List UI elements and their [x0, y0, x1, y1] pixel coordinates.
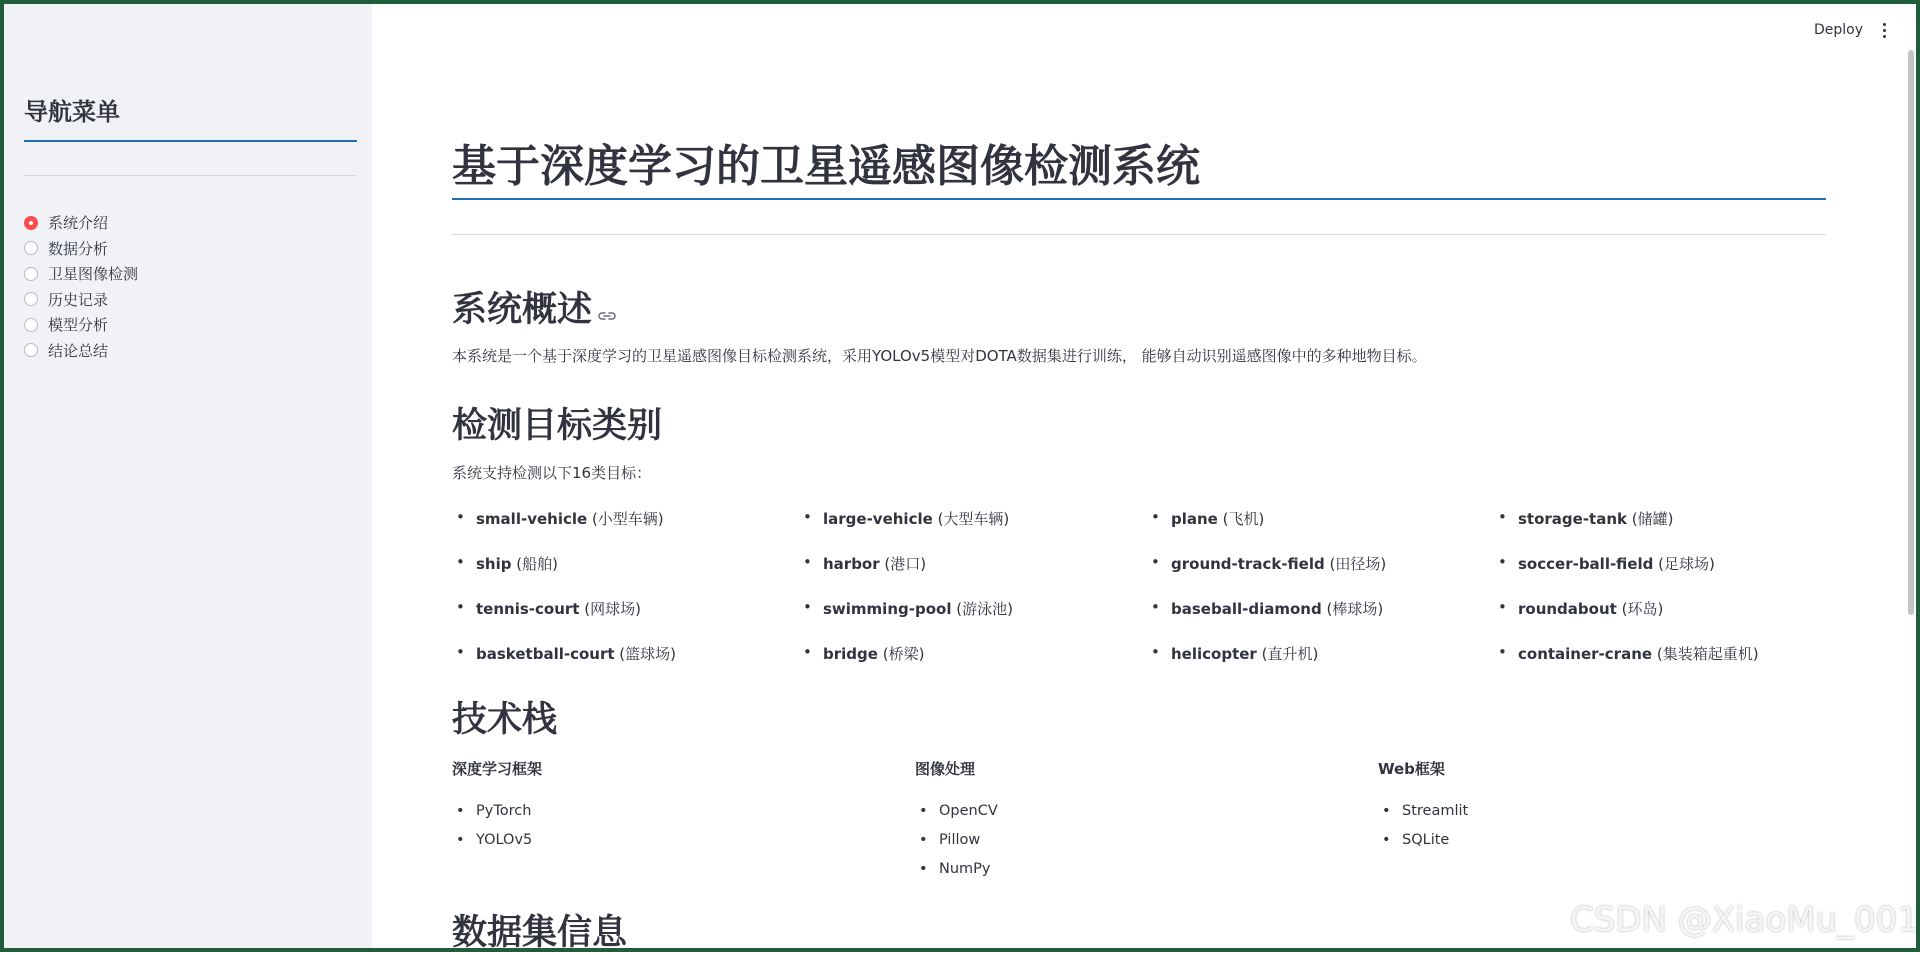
class-item: • roundabout (环岛) — [1518, 598, 1663, 619]
overview-text: 本系统是一个基于深度学习的卫星遥感图像目标检测系统，采用YOLOv5模型对DOTA数据集进行训练， 能够自动识别遥感图像中的多种地物目标。 — [452, 347, 1427, 365]
tech-heading: 技术栈 — [452, 700, 558, 740]
top-decoration-bar — [0, 0, 1920, 3]
nav-item-history[interactable] — [24, 287, 138, 313]
sidebar — [4, 0, 372, 952]
nav-item-label: 历史记录 — [48, 290, 109, 309]
tech-item: • PyTorch — [476, 797, 542, 826]
overview-heading-text: 系统概述 — [452, 290, 593, 330]
tech-item: • Pillow — [939, 826, 998, 855]
class-item: • tennis-court (网球场) — [476, 598, 641, 619]
sidebar-divider — [24, 175, 357, 176]
tech-item: • SQLite — [1402, 826, 1468, 855]
class-item: • container-crane (集装箱起重机) — [1518, 643, 1759, 664]
classes-heading: 检测目标类别 — [452, 406, 663, 446]
sidebar-title-underline — [24, 140, 357, 142]
class-item: • helicopter (直升机) — [1171, 643, 1318, 664]
nav-item-label: 系统介绍 — [48, 214, 109, 233]
class-item: • bridge (桥梁) — [823, 643, 924, 664]
nav-item-label: 模型分析 — [48, 316, 109, 335]
class-item: • soccer-ball-field (足球场) — [1518, 553, 1715, 574]
nav-item-label: 数据分析 — [48, 239, 109, 258]
class-item: • basketball-court (篮球场) — [476, 643, 676, 664]
radio-unselected-icon[interactable] — [24, 318, 38, 332]
nav-item-satellite-detection[interactable] — [24, 261, 138, 287]
tech-column-title: Web框架 — [1378, 760, 1445, 778]
tech-item: • Streamlit — [1402, 797, 1468, 826]
radio-selected-icon[interactable] — [24, 216, 38, 230]
nav-item-data-analysis[interactable] — [24, 236, 138, 262]
class-item: • harbor (港口) — [823, 553, 926, 574]
overview-heading — [452, 282, 616, 332]
class-item: • swimming-pool (游泳池) — [823, 598, 1013, 619]
tech-column-image — [915, 758, 998, 884]
radio-unselected-icon[interactable] — [24, 241, 38, 255]
tech-item: • YOLOv5 — [476, 826, 542, 855]
class-item: • ship (船舶) — [476, 553, 558, 574]
sidebar-title: 导航菜单 — [24, 98, 120, 126]
tech-column-title: 图像处理 — [915, 760, 976, 778]
tech-item: • NumPy — [939, 855, 998, 884]
nav-item-system-intro[interactable] — [24, 210, 138, 236]
tech-column-dl — [452, 758, 542, 855]
watermark: CSDN @XiaoMu_001 — [1570, 900, 1919, 940]
classes-intro: 系统支持检测以下16类目标： — [452, 464, 652, 482]
class-item: • baseball-diamond (棒球场) — [1171, 598, 1383, 619]
tech-column-web — [1378, 758, 1468, 855]
class-item: • ground-track-field (田径场) — [1171, 553, 1386, 574]
main-divider — [452, 234, 1826, 235]
tech-column-title: 深度学习框架 — [452, 760, 543, 778]
class-item: • plane (飞机) — [1171, 508, 1264, 529]
page-title: 基于深度学习的卫星遥感图像检测系统 — [452, 141, 1200, 192]
nav-item-conclusion[interactable] — [24, 338, 138, 364]
kebab-menu-icon[interactable] — [1874, 18, 1894, 42]
nav-item-label: 结论总结 — [48, 341, 109, 360]
class-item: • large-vehicle (大型车辆) — [823, 508, 1009, 529]
radio-unselected-icon[interactable] — [24, 267, 38, 281]
scrollbar-thumb[interactable] — [1908, 50, 1914, 615]
nav-item-label: 卫星图像检测 — [48, 265, 139, 284]
nav-radio-group — [24, 210, 138, 363]
class-item: • small-vehicle (小型车辆) — [476, 508, 664, 529]
title-underline — [452, 198, 1826, 200]
anchor-link-icon[interactable] — [598, 291, 616, 331]
radio-unselected-icon[interactable] — [24, 343, 38, 357]
radio-unselected-icon[interactable] — [24, 292, 38, 306]
deploy-button[interactable]: Deploy — [1814, 22, 1864, 38]
tech-item: • OpenCV — [939, 797, 998, 826]
class-item: • storage-tank (储罐) — [1518, 508, 1674, 529]
dataset-heading: 数据集信息 — [452, 913, 628, 953]
nav-item-model-analysis[interactable] — [24, 312, 138, 338]
